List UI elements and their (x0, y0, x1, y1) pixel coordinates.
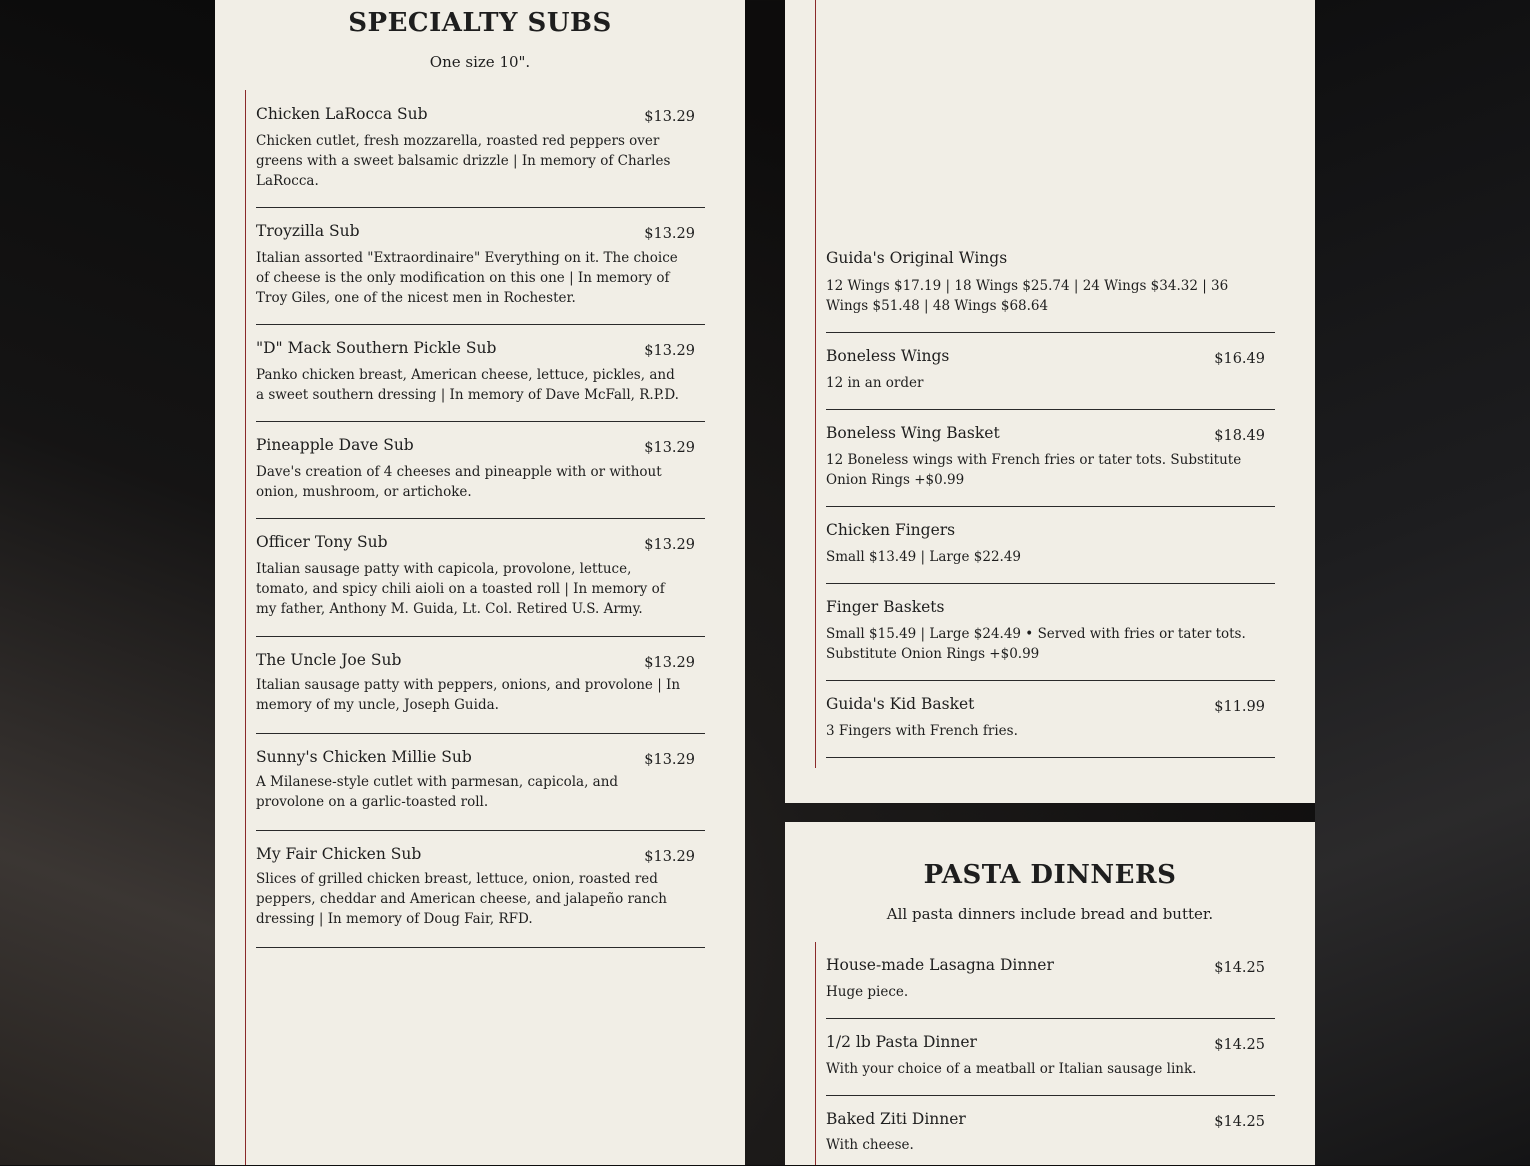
item-price: $13.29 (644, 537, 695, 553)
menu-item[interactable] (826, 333, 1275, 410)
item-description: Panko chicken breast, American cheese, lettuce, pickles, and a sweet southern dressing | In memory of Dave McFall, R.P.D. (256, 367, 679, 403)
item-price: $14.25 (1214, 1114, 1265, 1130)
section-title: SPECIALTY SUBS (348, 8, 612, 38)
section-rail (815, 0, 816, 768)
item-description: Dave's creation of 4 cheeses and pineapple with or without onion, mushroom, or artichoke. (256, 464, 662, 500)
item-price: $13.29 (644, 109, 695, 125)
item-price: $13.29 (644, 849, 695, 865)
menu-item[interactable] (826, 410, 1275, 507)
item-name: Troyzilla Sub (256, 222, 360, 240)
menu-item[interactable] (826, 681, 1275, 758)
item-description: Italian sausage patty with capicola, provolone, lettuce, tomato, and spicy chili aioli on a toasted roll | In memory of my father, Anthony M. Guida, Lt. Col. Retired U.S. Army. (256, 561, 665, 617)
section-title: PASTA DINNERS (923, 860, 1177, 890)
section-subtitle: One size 10". (429, 53, 531, 71)
background-right (1315, 0, 1530, 1165)
item-description: 12 in an order (826, 375, 924, 391)
menu-item[interactable] (256, 91, 705, 208)
menu-item[interactable] (826, 237, 1275, 333)
wings-panel (785, 0, 1315, 803)
menu-item-list (256, 91, 705, 948)
item-name: Baked Ziti Dinner (826, 1110, 966, 1128)
item-description: 12 Wings $17.19 | 18 Wings $25.74 | 24 Wings $34.32 | 36 Wings $51.48 | 48 Wings $68.64 (826, 278, 1229, 314)
item-price: $13.29 (644, 655, 695, 671)
menu-item[interactable] (256, 325, 705, 422)
item-name: House-made Lasagna Dinner (826, 956, 1054, 974)
menu-item[interactable] (256, 831, 705, 948)
item-name: Guida's Kid Basket (826, 695, 975, 713)
menu-item[interactable] (256, 637, 705, 734)
item-name: The Uncle Joe Sub (256, 651, 402, 669)
menu-item[interactable] (826, 1096, 1275, 1166)
pasta-dinners-panel (785, 822, 1315, 1165)
item-description: With your choice of a meatball or Italian sausage link. (826, 1061, 1197, 1077)
item-name: Finger Baskets (826, 598, 945, 616)
item-name: Officer Tony Sub (256, 533, 388, 551)
section-rail (245, 90, 246, 1165)
item-name: 1/2 lb Pasta Dinner (826, 1033, 977, 1051)
item-description: 3 Fingers with French fries. (826, 723, 1018, 739)
section-subtitle: All pasta dinners include bread and butter. (886, 905, 1214, 923)
item-description: A Milanese-style cutlet with parmesan, capicola, and provolone on a garlic-toasted roll. (256, 774, 619, 810)
menu-item[interactable] (826, 507, 1275, 584)
item-description: Huge piece. (826, 984, 909, 1000)
item-description: Italian sausage patty with peppers, onions, and provolone | In memory of my uncle, Joseph Guida. (256, 677, 681, 713)
item-description: Small $15.49 | Large $24.49 • Served with fries or tater tots. Substitute Onion Rings +$0.99 (826, 626, 1246, 662)
item-name: Chicken LaRocca Sub (256, 105, 428, 123)
item-name: Boneless Wings (826, 347, 950, 365)
item-price: $11.99 (1214, 699, 1265, 715)
item-price: $13.29 (644, 226, 695, 242)
menu-item[interactable] (256, 734, 705, 831)
item-description: Small $13.49 | Large $22.49 (826, 549, 1022, 565)
menu-item[interactable] (256, 208, 705, 325)
menu-item[interactable] (826, 942, 1275, 1019)
item-price: $14.25 (1214, 1037, 1265, 1053)
item-name: Pineapple Dave Sub (256, 436, 414, 454)
item-name: Guida's Original Wings (826, 249, 1008, 267)
item-price: $13.29 (644, 752, 695, 768)
item-name: My Fair Chicken Sub (256, 845, 422, 863)
item-name: "D" Mack Southern Pickle Sub (256, 339, 497, 357)
menu-item-list (826, 237, 1275, 758)
item-price: $16.49 (1214, 351, 1265, 367)
item-description: Slices of grilled chicken breast, lettuce, onion, roasted red peppers, cheddar and American cheese, and jalapeño ranch dressing | In memory of Doug Fair, RFD. (256, 871, 667, 927)
item-description: Chicken cutlet, fresh mozzarella, roasted red peppers over greens with a sweet balsamic drizzle | In memory of Charles LaRocca. (256, 133, 671, 189)
item-description: Italian assorted "Extraordinaire" Everything on it. The choice of cheese is the only modification on this one | In memory of Troy Giles, one of the nicest men in Rochester. (256, 250, 678, 306)
menu-item[interactable] (256, 422, 705, 519)
menu-item-list (826, 942, 1275, 1166)
item-name: Boneless Wing Basket (826, 424, 1000, 442)
item-price: $18.49 (1214, 428, 1265, 444)
menu-item[interactable] (256, 519, 705, 637)
section-rail (815, 942, 816, 1165)
menu-item[interactable] (826, 1019, 1275, 1096)
item-price: $14.25 (1214, 960, 1265, 976)
menu-item[interactable] (826, 584, 1275, 681)
item-name: Chicken Fingers (826, 521, 956, 539)
background-left (0, 0, 215, 1165)
item-description: With cheese. (826, 1137, 914, 1153)
item-description: 12 Boneless wings with French fries or tater tots. Substitute Onion Rings +$0.99 (826, 452, 1242, 488)
item-price: $13.29 (644, 440, 695, 456)
item-name: Sunny's Chicken Millie Sub (256, 748, 472, 766)
specialty-subs-panel (215, 0, 745, 1165)
item-price: $13.29 (644, 343, 695, 359)
